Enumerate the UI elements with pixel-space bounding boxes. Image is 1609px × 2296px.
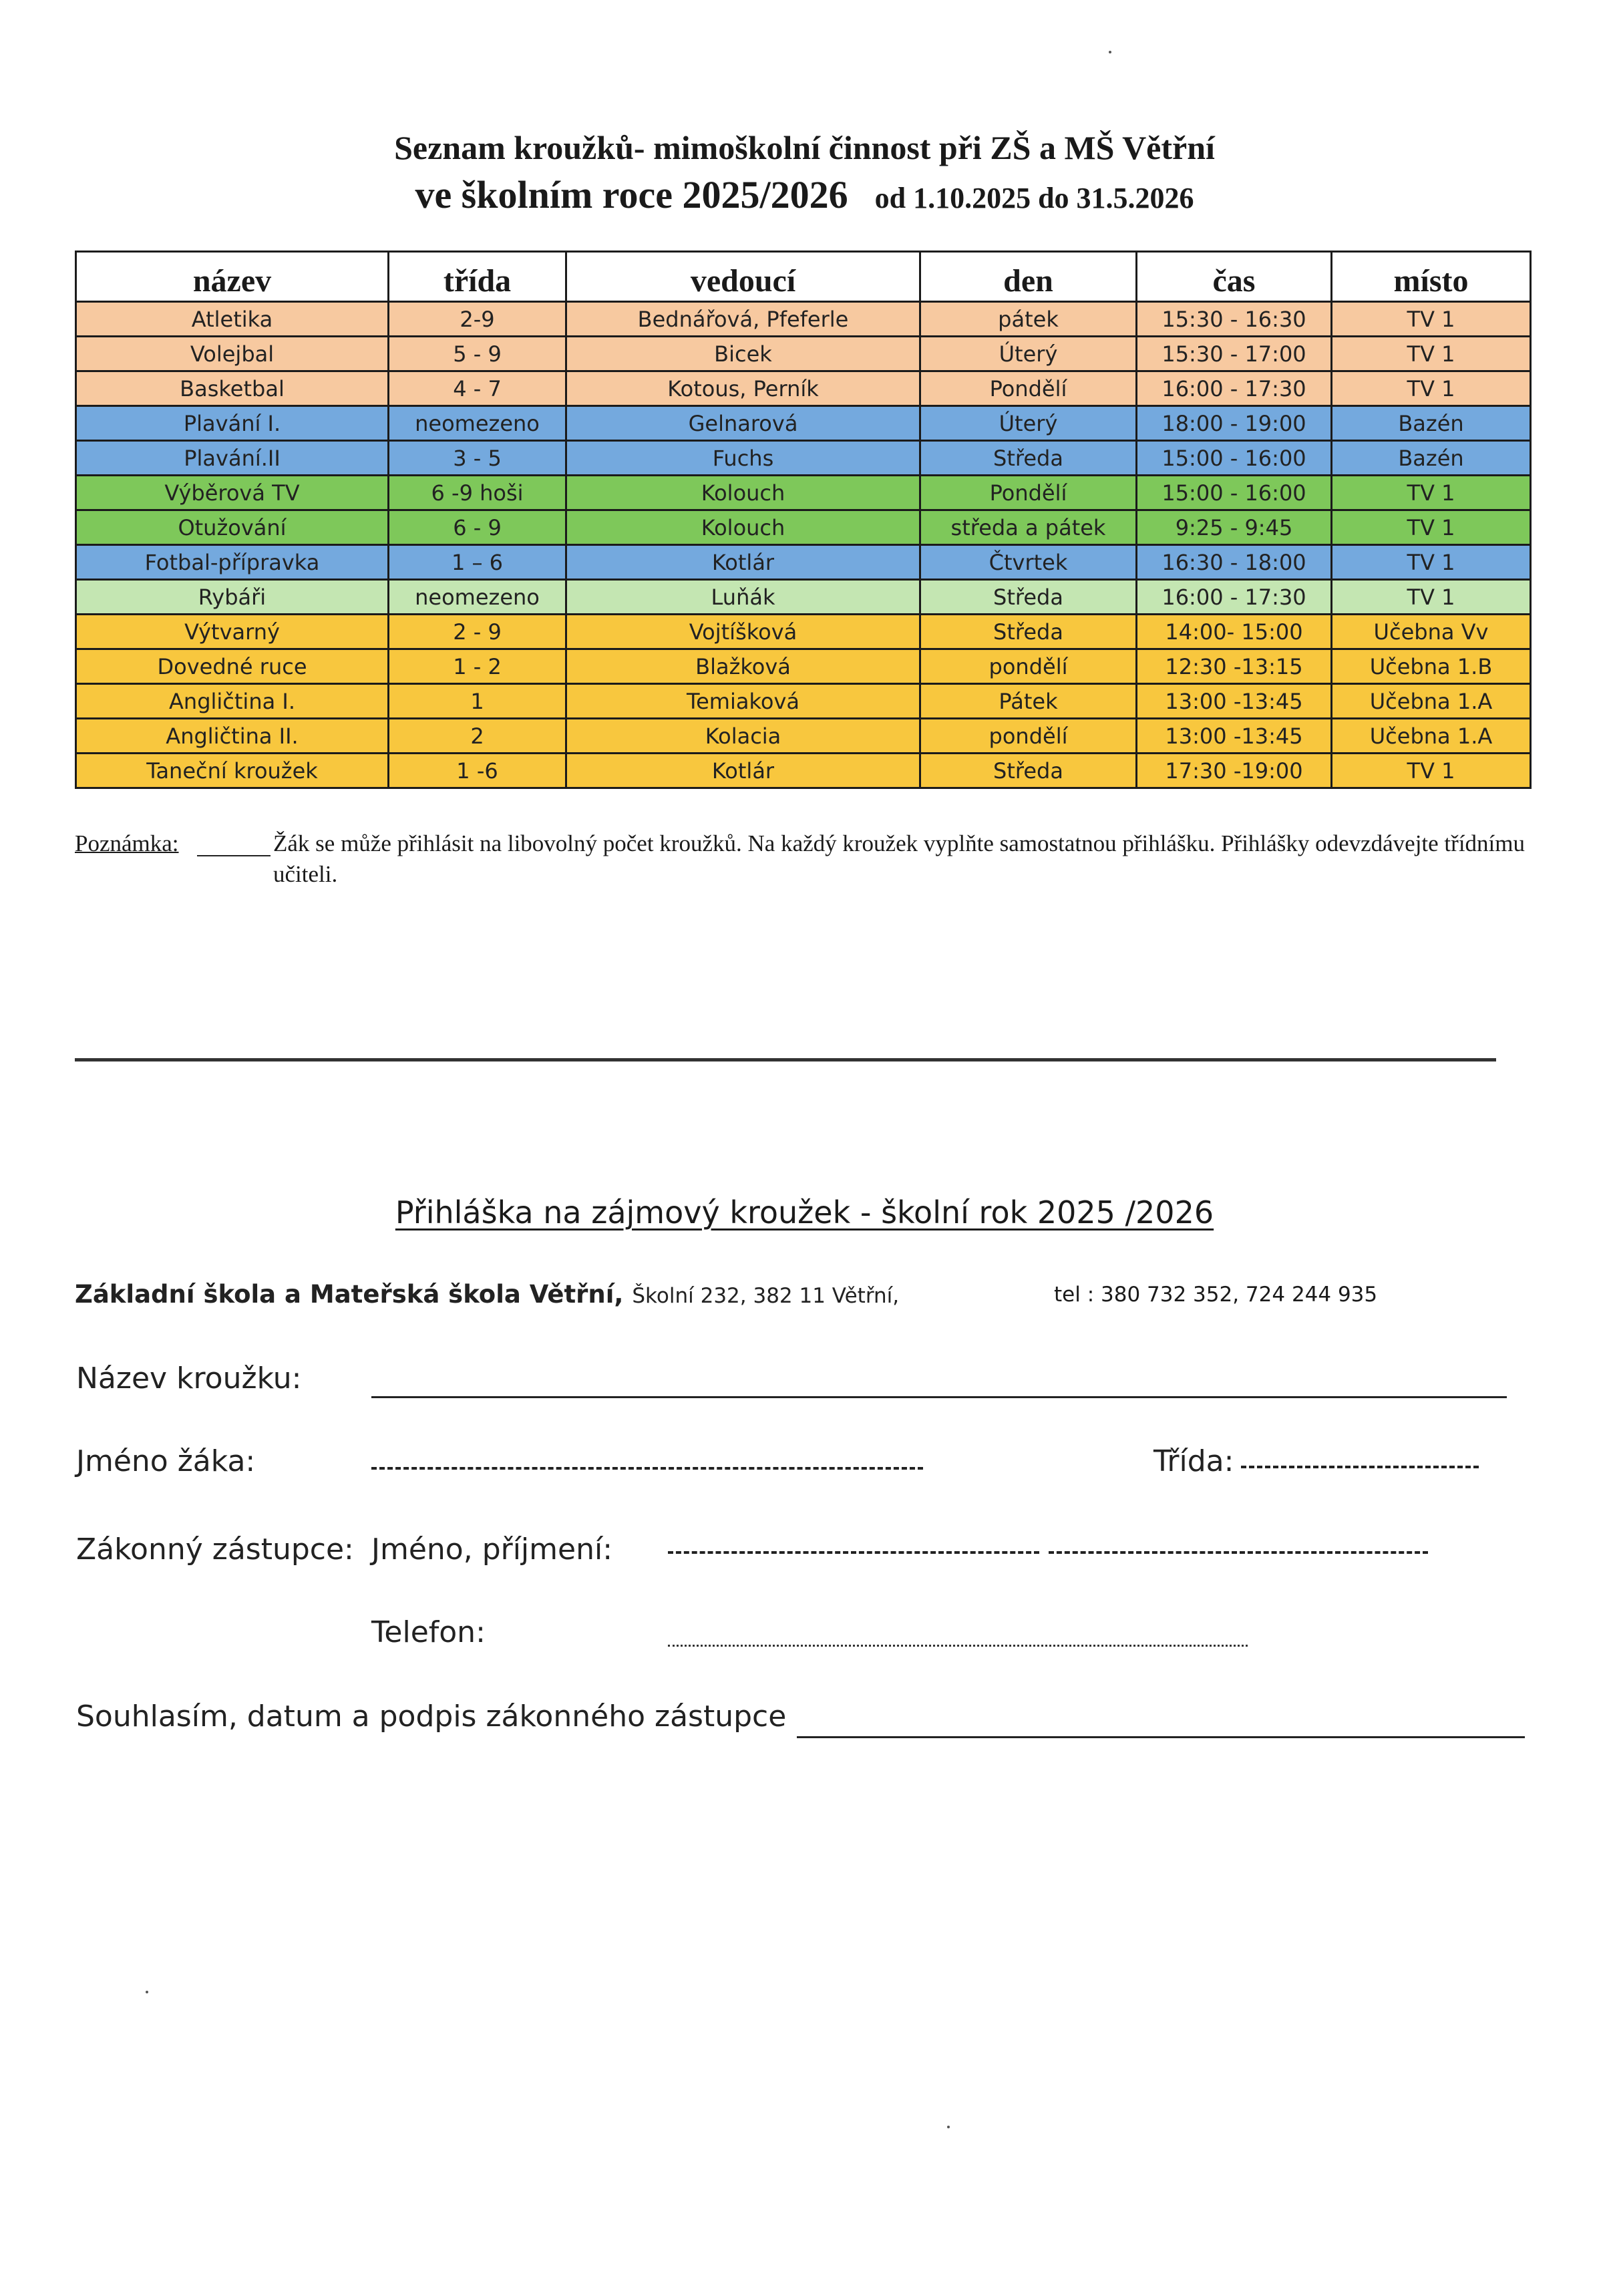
club-name-input-line[interactable] [371,1396,1507,1398]
school-address: Školní 232, 382 11 Větřní, [632,1284,900,1308]
cell-class: 2-9 [389,302,566,337]
phone-label: Telefon: [371,1615,486,1649]
cell-name: Taneční kroužek [76,754,389,788]
cell-place: Učebna 1.A [1332,719,1531,754]
guardian-label: Zákonný zástupce: [76,1532,354,1567]
school-year-title [0,172,1609,217]
form-title-text: Přihláška na zájmový kroužek - školní rok 2025 /2026 [395,1194,1214,1231]
cell-day: Úterý [920,406,1137,441]
column-header-class: třída [389,252,566,302]
cell-leader: Kolouch [566,476,920,510]
cell-time: 13:00 -13:45 [1137,719,1332,754]
cell-leader: Bednářová, Pfeferle [566,302,920,337]
cell-place: TV 1 [1332,580,1531,615]
cell-time: 16:00 - 17:30 [1137,580,1332,615]
cell-time: 12:30 -13:15 [1137,649,1332,684]
cell-day: pátek [920,302,1137,337]
date-range: od 1.10.2025 do 31.5.2026 [874,182,1194,214]
table-row [76,476,1531,510]
cell-name: Rybáři [76,580,389,615]
cell-day: Pondělí [920,371,1137,406]
cell-time: 15:30 - 17:00 [1137,337,1332,371]
table-row [76,371,1531,406]
cell-class: 1 – 6 [389,545,566,580]
cell-place: TV 1 [1332,754,1531,788]
cell-name: Plavání I. [76,406,389,441]
cell-leader: Bicek [566,337,920,371]
cell-class: neomezeno [389,580,566,615]
cell-name: Fotbal-přípravka [76,545,389,580]
cell-place: TV 1 [1332,510,1531,545]
cell-time: 16:30 - 18:00 [1137,545,1332,580]
cell-place: Bazén [1332,406,1531,441]
cell-name: Angličtina II. [76,719,389,754]
note-text: Žák se může přihlásit na libovolný počet kroužků. Na každý kroužek vyplňte samostatnou přihlášku. Přihlášky odevzdávejte třídnímu učiteli. [273,830,1525,887]
student-name-label: Jméno žáka: [76,1444,256,1478]
class-input-line[interactable] [1241,1466,1479,1468]
note-label: Poznámka: [75,830,179,856]
cell-place: Učebna Vv [1332,615,1531,649]
consent-signature-label: Souhlasím, datum a podpis zákonného zástupce [76,1699,787,1734]
cell-time: 17:30 -19:00 [1137,754,1332,788]
cell-day: Středa [920,441,1137,476]
cell-time: 13:00 -13:45 [1137,684,1332,719]
cell-class: 1 [389,684,566,719]
guardian-first-name-input-line[interactable] [668,1551,1039,1554]
cell-place: TV 1 [1332,371,1531,406]
column-header-name: název [76,252,389,302]
cell-name: Dovedné ruce [76,649,389,684]
form-title [0,1194,1609,1231]
school-name: Základní škola a Mateřská škola Větřní, [75,1280,624,1309]
cell-day: Středa [920,580,1137,615]
cell-name: Výběrová TV [76,476,389,510]
scan-speck [146,1991,148,1993]
cell-leader: Kolouch [566,510,920,545]
cell-place: Učebna 1.B [1332,649,1531,684]
cell-class: 2 [389,719,566,754]
cell-leader: Fuchs [566,441,920,476]
cell-time: 14:00- 15:00 [1137,615,1332,649]
cell-leader: Kotous, Perník [566,371,920,406]
cell-leader: Gelnarová [566,406,920,441]
column-header-place: místo [1332,252,1531,302]
cell-class: 6 - 9 [389,510,566,545]
school-info [75,1280,899,1309]
cell-day: Úterý [920,337,1137,371]
note-label-underline [197,855,271,856]
cell-time: 15:00 - 16:00 [1137,476,1332,510]
table-row [76,684,1531,719]
cell-class: 4 - 7 [389,371,566,406]
column-header-leader: vedoucí [566,252,920,302]
guardian-surname-input-line[interactable] [1049,1551,1428,1554]
cell-place: TV 1 [1332,337,1531,371]
cell-place: TV 1 [1332,545,1531,580]
school-phone: tel : 380 732 352, 724 244 935 [1054,1283,1378,1307]
table-header-row [76,252,1531,302]
cell-time: 15:00 - 16:00 [1137,441,1332,476]
table-row [76,615,1531,649]
cell-name: Výtvarný [76,615,389,649]
cell-class: 1 - 2 [389,649,566,684]
signature-input-line[interactable] [797,1736,1525,1738]
table-row [76,441,1531,476]
column-header-day: den [920,252,1137,302]
table-row [76,406,1531,441]
cell-day: pondělí [920,649,1137,684]
cell-leader: Temiaková [566,684,920,719]
table-row [76,510,1531,545]
scan-speck [1109,51,1111,53]
guardian-name-label: Jméno, příjmení: [371,1532,613,1567]
student-name-input-line[interactable] [371,1467,923,1470]
cell-leader: Kotlár [566,545,920,580]
cell-name: Angličtina I. [76,684,389,719]
table-row [76,545,1531,580]
table-row [76,580,1531,615]
cell-class: 1 -6 [389,754,566,788]
scan-speck [947,2126,950,2128]
cell-class: 2 - 9 [389,615,566,649]
cell-class: 6 -9 hoši [389,476,566,510]
cell-day: Čtvrtek [920,545,1137,580]
table-row [76,337,1531,371]
class-label: Třída: [1153,1444,1234,1478]
table-row [76,754,1531,788]
cell-leader: Kolacia [566,719,920,754]
club-name-label: Název kroužku: [76,1361,302,1396]
cell-name: Plavání.II [76,441,389,476]
cell-time: 16:00 - 17:30 [1137,371,1332,406]
cell-place: TV 1 [1332,302,1531,337]
cell-day: Středa [920,754,1137,788]
cell-leader: Vojtíšková [566,615,920,649]
table-row [76,719,1531,754]
table-row [76,649,1531,684]
school-year-text: ve školním roce 2025/2026 [415,173,848,216]
cell-time: 15:30 - 16:30 [1137,302,1332,337]
cell-time: 9:25 - 9:45 [1137,510,1332,545]
cell-leader: Kotlár [566,754,920,788]
cell-time: 18:00 - 19:00 [1137,406,1332,441]
cell-leader: Blažková [566,649,920,684]
cell-class: 3 - 5 [389,441,566,476]
cell-place: Bazén [1332,441,1531,476]
cell-day: Pondělí [920,476,1137,510]
cut-divider-line [75,1058,1496,1061]
cell-day: pondělí [920,719,1137,754]
cell-day: Pátek [920,684,1137,719]
cell-class: 5 - 9 [389,337,566,371]
cell-name: Atletika [76,302,389,337]
cell-place: TV 1 [1332,476,1531,510]
cell-name: Basketbal [76,371,389,406]
cell-place: Učebna 1.A [1332,684,1531,719]
column-header-time: čas [1137,252,1332,302]
cell-day: středa a pátek [920,510,1137,545]
cell-day: Středa [920,615,1137,649]
table-row [76,302,1531,337]
document-title: Seznam kroužků- mimoškolní činnost při ZŠ a MŠ Větřní [394,129,1215,166]
cell-class: neomezeno [389,406,566,441]
cell-leader: Luňák [566,580,920,615]
cell-name: Volejbal [76,337,389,371]
cell-name: Otužování [76,510,389,545]
phone-input-line[interactable] [668,1645,1248,1647]
club-schedule-table [75,251,1532,789]
